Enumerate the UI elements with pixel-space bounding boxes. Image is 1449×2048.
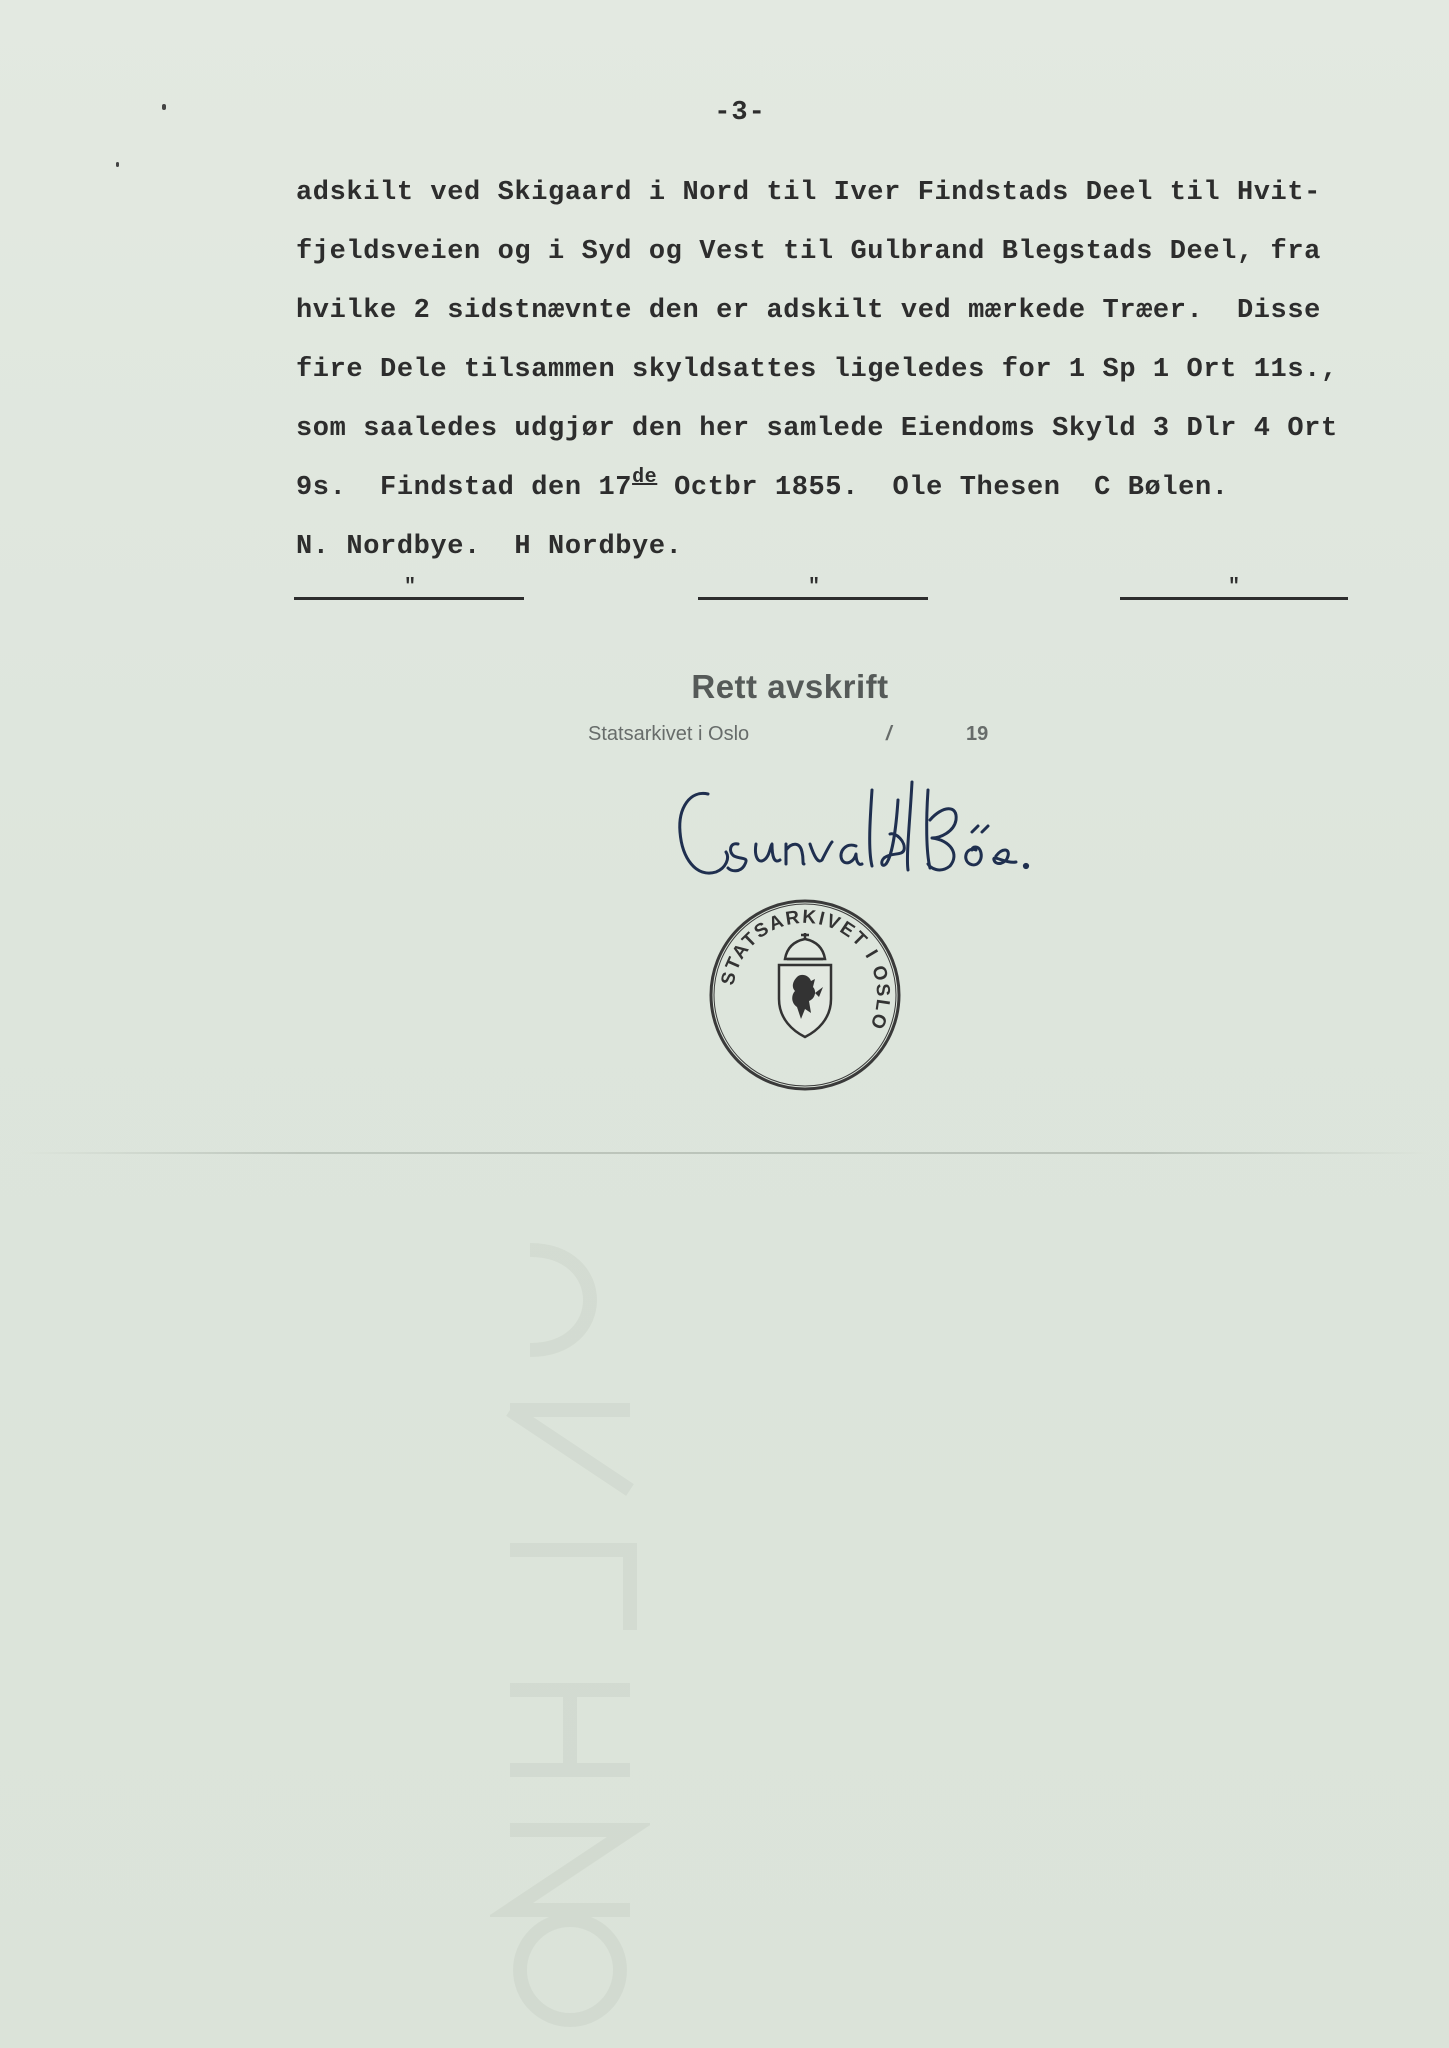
deed-text	[296, 164, 1396, 577]
witness-line: N. Nordbye. H Nordbye.	[296, 532, 683, 562]
ditto-mark: "	[1227, 576, 1240, 599]
handwritten-signature	[660, 760, 1040, 900]
archive-name: Statsarkivet i Oslo	[588, 723, 750, 745]
date-line-end: Octbr 1855. Ole Thesen C Bølen.	[657, 473, 1229, 503]
bleed-through-watermark	[490, 1230, 650, 2030]
ditto-mark: "	[403, 576, 416, 599]
ink-speck	[162, 104, 166, 110]
paper-fold-line	[20, 1152, 1430, 1154]
text-line: hvilke 2 sidstnævnte den er adskilt ved mærkede Træer. Disse	[296, 296, 1321, 326]
text-line: fjeldsveien og i Syd og Vest til Gulbrand Blegstads Deel, fra	[296, 237, 1321, 267]
date-line-start: 9s. Findstad den 17	[296, 473, 633, 503]
text-line: som saaledes udgjør den her samlede Eiendoms Skyld 3 Dlr 4 Ort	[296, 414, 1338, 444]
archive-seal-stamp	[705, 895, 905, 1095]
seal-text: STATSARKIVET I OSLO	[717, 906, 894, 1034]
ditto-mark: "	[807, 576, 820, 599]
date-superscript: de	[632, 466, 658, 489]
text-line: fire Dele tilsammen skyldsattes ligeledes for 1 Sp 1 Ort 11s.,	[296, 355, 1338, 385]
page-number: -3-	[714, 98, 766, 128]
ink-speck	[116, 162, 119, 167]
text-line: adskilt ved Skigaard i Nord til Iver Findstads Deel til Hvit-	[296, 178, 1321, 208]
date-slash: /	[886, 723, 892, 745]
certification-title: Rett avskrift	[691, 668, 889, 705]
date-line	[296, 459, 1396, 518]
year-prefix: 19	[966, 723, 989, 745]
